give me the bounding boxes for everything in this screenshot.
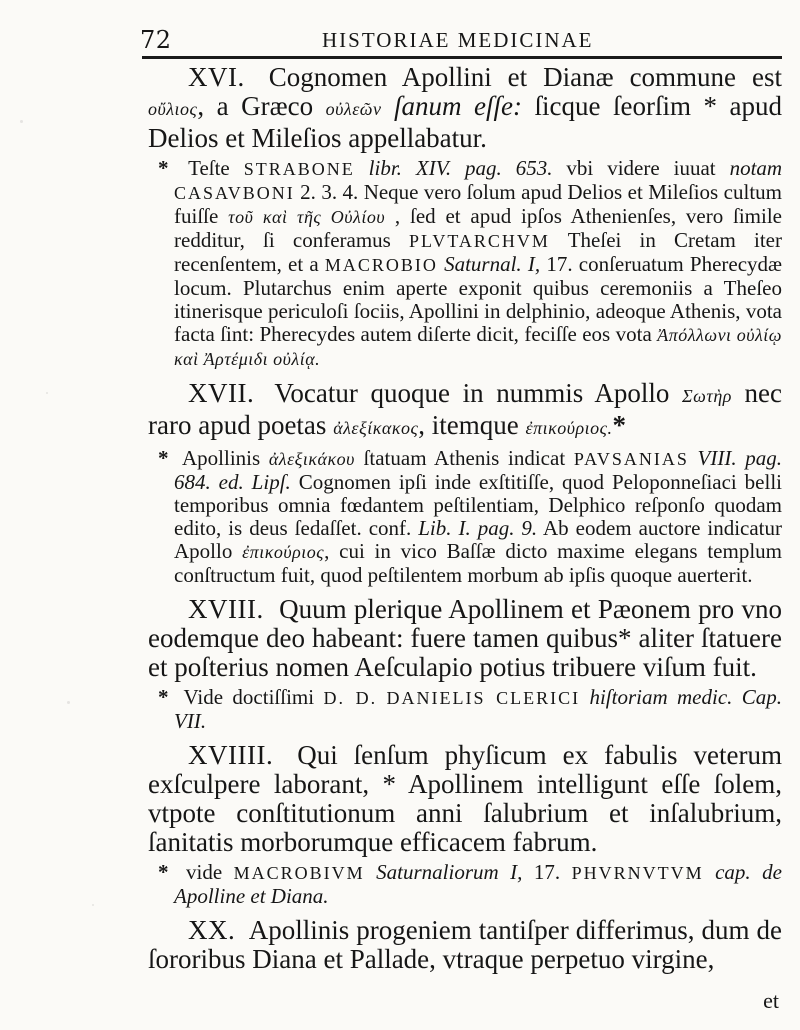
- footnote-xvii-text-4: Ab eodem auctore indicatur Apollo: [174, 516, 783, 563]
- author-strabone: STRABONE: [243, 159, 355, 179]
- footnote-marker: *: [158, 156, 169, 180]
- page-number: 72: [140, 26, 172, 54]
- greek-word-alexikakos: ἀλεξίκακος: [333, 418, 419, 438]
- footnote-xvii: [148, 447, 782, 587]
- section-xviiii: [148, 741, 782, 857]
- section-number-xvii: XVII.: [188, 378, 255, 408]
- paper-speck: [46, 392, 48, 394]
- author-macrobio: MACROBIO: [324, 255, 438, 275]
- footnote-xviii-ref: hiſtoriam medic. Cap. VII.: [174, 685, 783, 733]
- greek-word-oulon: οὐλεῶν: [325, 99, 382, 119]
- section-xx-text: Apollinis progeniem tantiſper differimus, dum de ſororibus Diana et Pallade, vtraque perpetuo virgine,: [148, 915, 783, 974]
- footnote-marker: *: [158, 685, 169, 709]
- footnote-xviii-text-1: Vide doctiſſimi: [183, 685, 315, 709]
- footnote-xvi-text-6: 17. conſeruatum Pherecydæ locum. Plutarchus enim aperte exponit quibus ceremoniis a Theſeo itinerisque periculoſi ſociis, Apollini in delphinio, adeoque Athenis, vota facta ſint: Pherecydes autem diſerte dicit, feciſſe eos vota: [174, 252, 783, 346]
- page-body: [148, 63, 782, 977]
- footnote-xvi-text-5: Theſei in Cretam iter recenſentem, et a: [174, 228, 782, 276]
- section-xvii-text-2: nec raro apud poetas: [148, 378, 782, 440]
- author-casauboni: CASAVBONI: [174, 183, 295, 203]
- section-xvi-text-1: Cognomen Apollini et Dianæ commune est: [268, 62, 782, 92]
- author-title-dd: D. D.: [323, 688, 378, 708]
- footnote-xvi-ref-2: notam: [729, 156, 783, 180]
- footnote-xviiii-ref-2: cap. de Apolline et Diana.: [174, 860, 782, 908]
- author-macrobium: MACROBIVM: [233, 863, 365, 883]
- paper-speck: [20, 120, 23, 123]
- section-number-xvi: XVI.: [188, 62, 245, 92]
- footnote-xvi: [148, 157, 782, 371]
- section-xvii-text-3: , itemque: [418, 410, 519, 440]
- footnote-xvii-ref-1: VIII. pag. 684. ed. Lipſ.: [174, 446, 782, 494]
- section-xvi: [148, 63, 782, 153]
- footnote-marker-xvii: *: [612, 410, 626, 440]
- footnote-xvi-ref-3: Saturnal. I,: [444, 252, 541, 276]
- section-number-xviiii: XVIIII.: [188, 740, 274, 770]
- footnote-xvii-text-1: Apollinis: [182, 446, 261, 470]
- section-xviiii-text: Qui ſenſum phyſicum ex fabulis veterum exſculpere laborant, * Apollinem intelligunt eſſe ſolem, vtpote conſtitutionum anni ſalubrium et inſalubrium, ſanitatis morborumque efficacem fabrum.: [148, 740, 782, 857]
- section-xvi-italic: ſanum eſſe:: [394, 91, 522, 121]
- author-plutarchum: PLVTARCHVM: [409, 231, 550, 251]
- footnote-xviiii-ref-1: Saturnaliorum I,: [376, 860, 523, 884]
- footnote-marker: *: [158, 860, 169, 884]
- footnote-xvi-ref-1: libr. XIV. pag. 653.: [368, 156, 553, 180]
- section-xx: [148, 916, 782, 974]
- footnote-xvii-text-3: Cognomen ipſi inde exſtitiſſe, quod Peloponneſiaci belli temporibus omnia fœdantem peſtilentiam, Delphico reſponſo quodam edito, is deus ſedaſſet. conf.: [174, 470, 783, 540]
- section-xviii-text: Quum plerique Apollinem et Pæonem pro vno eodemque deo habeant: fuere tamen quibus* aliter ſtatuere et poſterius nomen Aeſculapio potius tribuere viſum fuit.: [148, 594, 783, 682]
- paper-speck: [67, 701, 70, 704]
- greek-word-epikourios-note: ἐπικούριος: [242, 542, 325, 562]
- section-xvi-text-3: ſicque ſeorſim * apud Delios et Mileſios appellabatur.: [148, 91, 782, 153]
- paper-speck: [92, 904, 94, 906]
- section-number-xx: XX.: [188, 915, 236, 945]
- footnote-xvi-text-1: Teſte: [188, 156, 230, 180]
- catchword: et: [763, 988, 779, 1013]
- section-xviii: [148, 595, 782, 682]
- footnote-xvi-text-2: vbi videre iuuat: [566, 156, 716, 180]
- author-phurnutum: PHVRNVTVM: [571, 863, 704, 883]
- footnote-marker: *: [158, 446, 169, 470]
- greek-phrase-1: τοῦ καὶ τῆς Οὐλίου: [228, 207, 386, 227]
- footnote-xviiii-text-2: 17.: [533, 860, 561, 884]
- author-pausanias: PAVSANIAS: [573, 449, 689, 469]
- footnote-xvii-ref-2: Lib. I. pag. 9.: [418, 516, 538, 540]
- greek-word-soter: Σωτὴρ: [681, 386, 732, 406]
- greek-word-epikourios: ἐπικούριος.: [525, 418, 613, 438]
- section-xvii: [148, 379, 782, 443]
- greek-word-oulios: οὔλιος: [148, 99, 198, 119]
- section-xvii-text-1: Vocatur quoque in nummis Apollo: [274, 378, 670, 408]
- footnote-xvii-text-2: ſtatuam Athenis indicat: [363, 446, 566, 470]
- greek-word-alexikakou: ἀλεξικάκου: [268, 449, 355, 469]
- author-danielis-clerici: DANIELIS CLERICI: [386, 688, 581, 708]
- header-rule: [142, 56, 782, 59]
- greek-phrase-2: Ἀπόλλωνι οὐλίῳ καὶ Ἀρτέμιδι οὐλίᾳ.: [174, 325, 782, 369]
- running-head: HISTORIAE MEDICINAE: [322, 28, 594, 52]
- section-xvi-text-2: , a Græco: [197, 91, 314, 121]
- footnote-xvi-text-3: 2. 3. 4. Neque vero ſolum apud Delios et Mileſios cultum fuiſſe: [174, 180, 782, 228]
- section-number-xviii: XVIII.: [188, 594, 264, 624]
- footnote-xviii: [148, 686, 782, 733]
- footnote-xvi-text-4: , ſed et apud ipſos Athenienſes, vero ſimile redditur, ſi conferamus: [174, 204, 782, 252]
- footnote-xvii-text-5: , cui in vico Baſſæ dicto maxime elegans templum conſtructum fuit, quod peſtilentem morbum ab ipſis quoque auerterit.: [174, 539, 782, 587]
- footnote-xviiii-text-1: vide: [185, 860, 223, 884]
- footnote-xviiii: [148, 861, 782, 908]
